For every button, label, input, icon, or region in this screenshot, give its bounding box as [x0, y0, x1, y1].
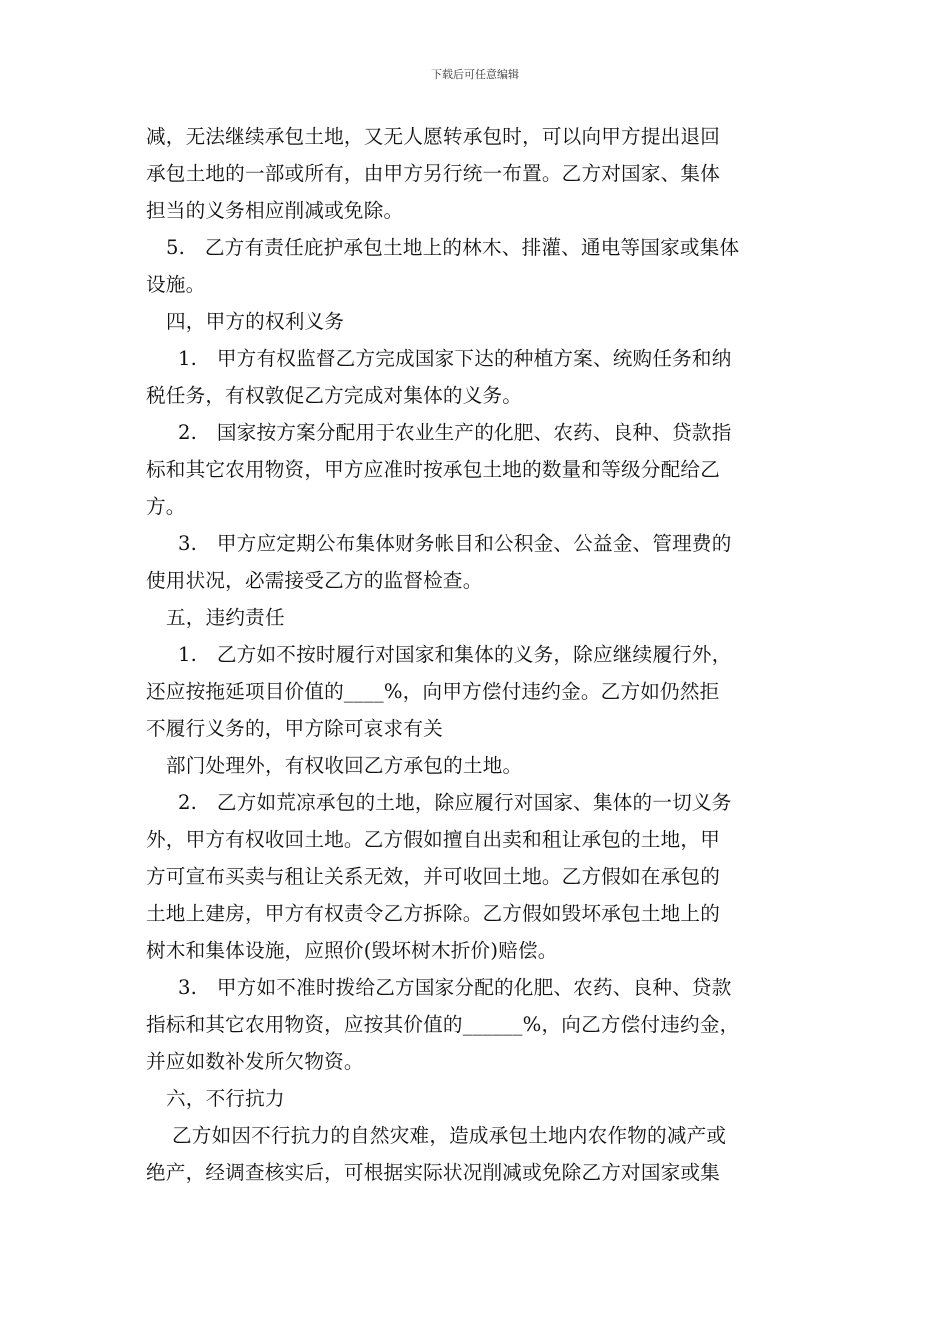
page-header: 下载后可任意编辑	[431, 68, 519, 81]
text-line: 并应如数补发所欠物资。	[146, 1050, 364, 1073]
text-line: 方可宣布买卖与租让关系无效，并可收回土地。乙方假如在承包的	[146, 865, 721, 888]
text-line: 使用状况，必需接受乙方的监督检查。	[146, 569, 483, 592]
text-line: 税任务，有权敦促乙方完成对集体的义务。	[146, 384, 523, 407]
clause-item: 2. 国家按方案分配用于农业生产的化肥、农药、良种、贷款指	[178, 421, 732, 444]
text-line: 设施。	[146, 273, 206, 296]
text-line: 标和其它农用物资，甲方应准时按承包土地的数量和等级分配给乙	[146, 458, 721, 481]
text-line: 还应按拖延项目价值的____%，向甲方偿付违约金。乙方如仍然拒	[146, 680, 720, 703]
text-line: 指标和其它农用物资，应按其价值的______%，向乙方偿付违约金，	[146, 1013, 740, 1036]
text-line: 部门处理外，有权收回乙方承包的土地。	[166, 754, 523, 777]
clause-item: 3. 甲方如不准时拨给乙方国家分配的化肥、农药、良种、贷款	[178, 976, 732, 999]
text-line: 减，无法继续承包土地，又无人愿转承包时，可以向甲方提出退回	[146, 125, 721, 148]
text-line: 担当的义务相应削减或免除。	[146, 199, 404, 222]
text-line: 树木和集体设施，应照价(毁坏树木折价)赔偿。	[146, 939, 558, 962]
document-body	[146, 118, 808, 1191]
text-line: 土地上建房，甲方有权责令乙方拆除。乙方假如毁坏承包土地上的	[146, 902, 721, 925]
text-line: 承包土地的一部或所有，由甲方另行统一布置。乙方对国家、集体	[146, 162, 721, 185]
text-line: 方。	[146, 495, 186, 518]
text-line: 外，甲方有权收回土地。乙方假如擅自出卖和租让承包的土地，甲	[146, 828, 721, 851]
text-line: 乙方如因不行抗力的自然灾难，造成承包土地内农作物的减产或	[172, 1124, 727, 1147]
clause-item: 3. 甲方应定期公布集体财务帐目和公积金、公益金、管理费的	[178, 532, 732, 555]
clause-item: 1. 乙方如不按时履行对国家和集体的义务，除应继续履行外，	[178, 643, 732, 666]
section-heading: 五，违约责任	[166, 606, 285, 629]
section-heading: 六，不行抗力	[166, 1087, 285, 1110]
text-line: 不履行义务的，甲方除可哀求有关	[146, 717, 443, 740]
section-heading: 四，甲方的权利义务	[166, 310, 345, 333]
text-line: 绝产，经调查核实后，可根据实际状况削减或免除乙方对国家或集	[146, 1161, 721, 1184]
clause-item-5: 5. 乙方有责任庇护承包土地上的林木、排灌、通电等国家或集体	[166, 236, 740, 259]
clause-item: 2. 乙方如荒凉承包的土地，除应履行对国家、集体的一切义务	[178, 791, 732, 814]
clause-item: 1. 甲方有权监督乙方完成国家下达的种植方案、统购任务和纳	[178, 347, 732, 370]
